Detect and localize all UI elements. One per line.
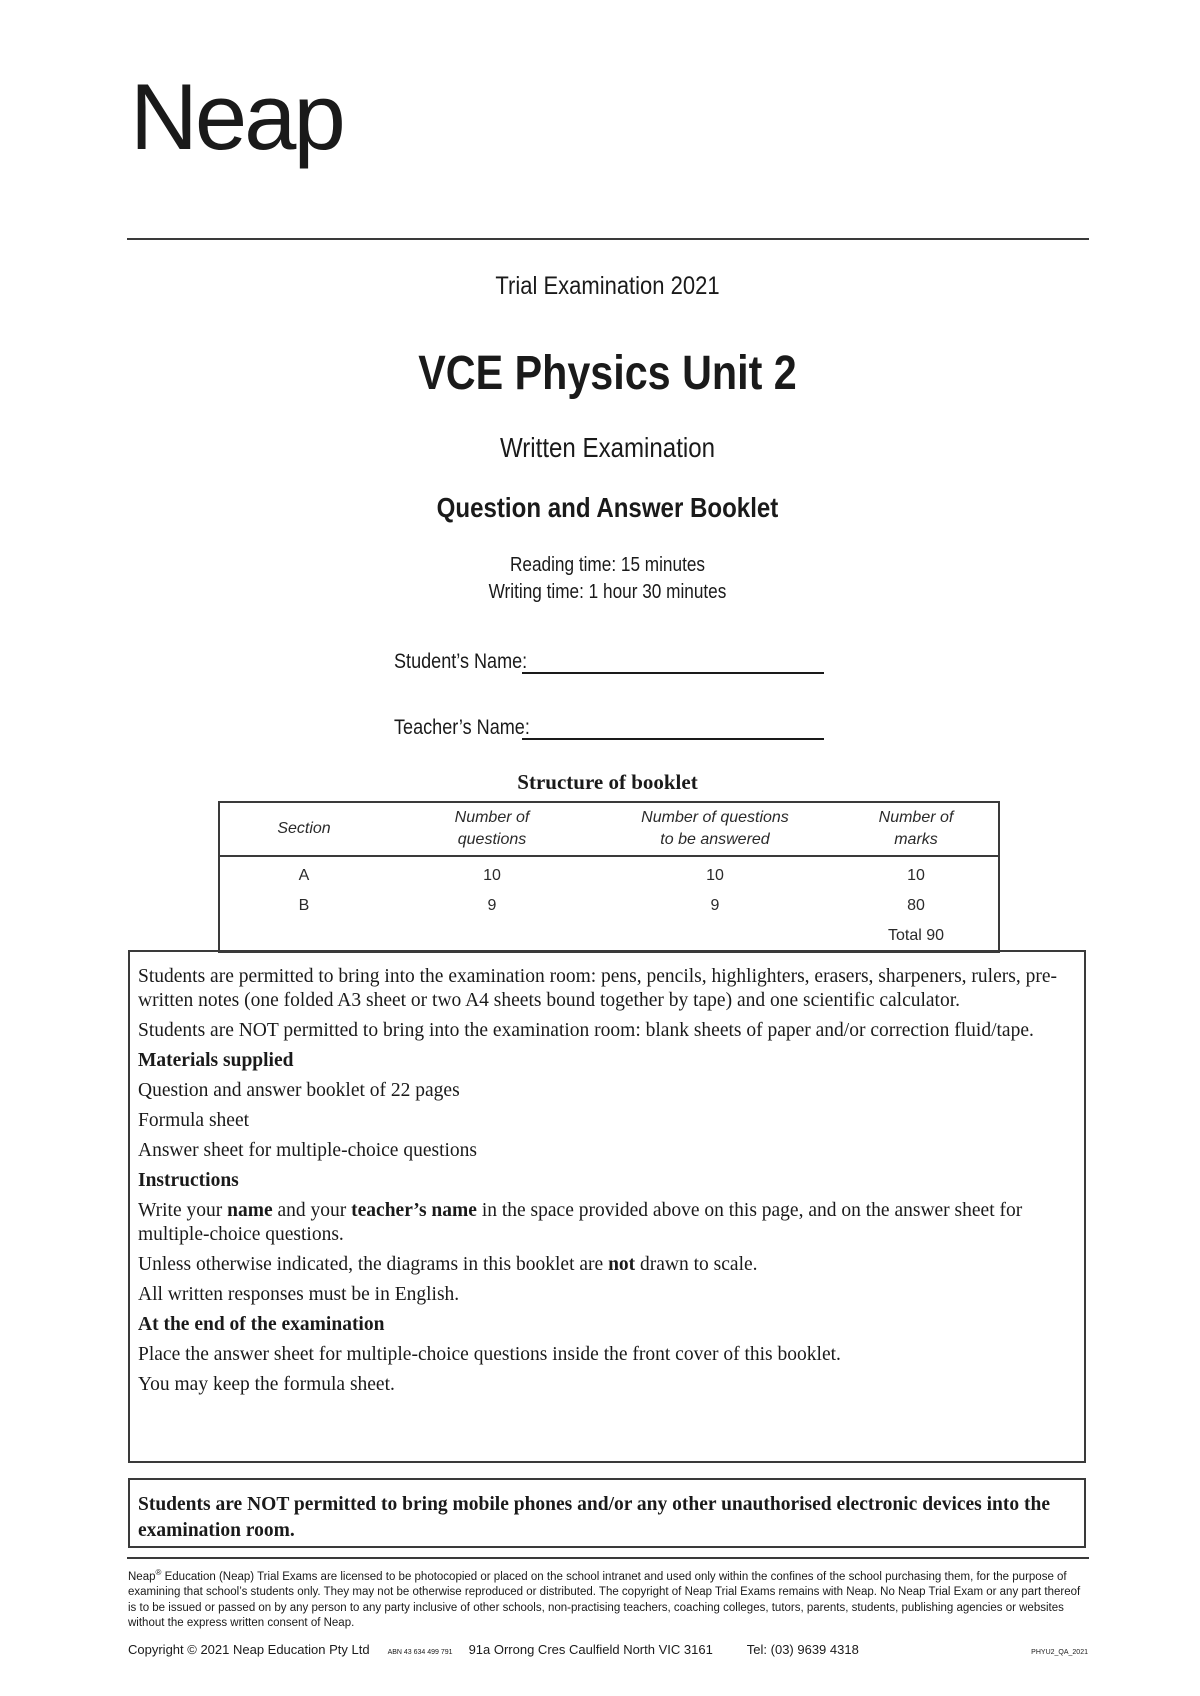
instruction-item: Write your name and your teacher’s name in the space provided above on this page, and on the answer sheet for multiple-choice questions. [138,1200,1023,1245]
materials-heading: Materials supplied [138,1050,294,1071]
teacher-name-field[interactable] [394,716,824,740]
trial-label: Trial Examination 2021 [495,272,720,300]
reading-time: Reading time: 15 minutes [509,554,706,576]
cell-to-answer: 10 [706,867,724,884]
cell-to-answer: 9 [710,897,720,914]
phone-text: Tel: (03) 9639 4318 [746,1642,859,1657]
col-header-line: questions [457,831,527,848]
col-header-line: to be answered [660,831,770,848]
material-item: Answer sheet for multiple-choice questions [138,1140,477,1161]
structure-table [218,801,1000,953]
col-header-line: Number of [878,809,954,826]
col-header-section [219,802,388,856]
col-header-questions [388,802,596,856]
col-header-line: Number of [454,809,530,826]
instructions-heading: Instructions [138,1170,239,1191]
booklet-type: Question and Answer Booklet [436,492,779,523]
teacher-name-label: Teacher’s Name: [394,716,530,739]
col-header-line: Number of questions [641,809,789,826]
student-name-line[interactable] [522,650,824,674]
table-total-row [219,921,999,952]
table-row [219,856,999,891]
col-header-marks [834,802,999,856]
instructions-box [128,950,1086,1463]
col-header-line: Section [277,820,331,837]
cell-total: Total 90 [887,927,945,944]
copyright-line [128,1642,1088,1657]
doc-code: PHYU2_QA_2021 [1031,1649,1088,1656]
license-notice: Neap® Education (Neap) Trial Exams are licensed to be photocopied or placed on the school intranet and used only within the confines of the school purchasing them, for the purpose of examining that school’s students only. They may not be otherwise reproduced or distributed. The copyright of Neap Trial Exams remains with Neap. No Neap Trial Exam or any part thereof is to be issued or passed on by any person to any party inclusive of other schools, non-practising teachers, coaching colleges, tutors, parents, students, publishing agencies or websites without the express written consent of Neap. [128,1568,1081,1630]
writing-time: Writing time: 1 hour 30 minutes [488,581,727,603]
cell-questions: 9 [487,897,497,914]
student-name-field[interactable] [394,650,824,674]
footer-divider [127,1557,1089,1559]
table-row [219,891,999,921]
neap-logo: Neap [130,64,343,169]
end-item: You may keep the formula sheet. [138,1374,395,1395]
cell-section: B [298,897,310,914]
material-item: Formula sheet [138,1110,250,1131]
end-heading: At the end of the examination [138,1314,385,1335]
col-header-line: marks [894,831,938,848]
not-permitted-text: Students are NOT permitted to bring into the examination room: blank sheets of paper and/or correction fluid/tape. [138,1020,1034,1041]
instruction-item: Unless otherwise indicated, the diagrams in this booklet are not drawn to scale. [138,1254,758,1275]
exam-type: Written Examination [499,432,716,463]
teacher-name-line[interactable] [522,716,824,740]
end-item: Place the answer sheet for multiple-choice questions inside the front cover of this booklet. [138,1344,841,1365]
header-divider [127,238,1089,240]
table-header-row [219,802,999,856]
student-name-label: Student’s Name: [394,650,528,673]
abn-text: ABN 43 634 499 791 [387,1649,453,1656]
instruction-item: All written responses must be in English. [138,1284,460,1305]
cell-questions: 10 [483,867,501,884]
warning-box: Students are NOT permitted to bring mobile phones and/or any other unauthorised electronic devices into the examination room. [128,1478,1086,1548]
cell-marks: 80 [907,897,925,914]
cell-section: A [298,867,310,884]
cell-marks: 10 [907,867,925,884]
col-header-to-answer [596,802,834,856]
address-text: 91a Orrong Cres Caulfield North VIC 3161 [468,1642,713,1657]
page-title: VCE Physics Unit 2 [418,347,797,400]
structure-title: Structure of booklet [517,770,698,794]
permitted-text: Students are permitted to bring into the examination room: pens, pencils, highlighters, erasers, sharpeners, rulers, pre-written notes (one folded A3 sheet or two A4 sheets bound together by tape) and one scientific calculator. [138,966,1057,1011]
material-item: Question and answer booklet of 22 pages [138,1080,460,1101]
copyright-text: Copyright © 2021 Neap Education Pty Ltd [128,1642,370,1657]
